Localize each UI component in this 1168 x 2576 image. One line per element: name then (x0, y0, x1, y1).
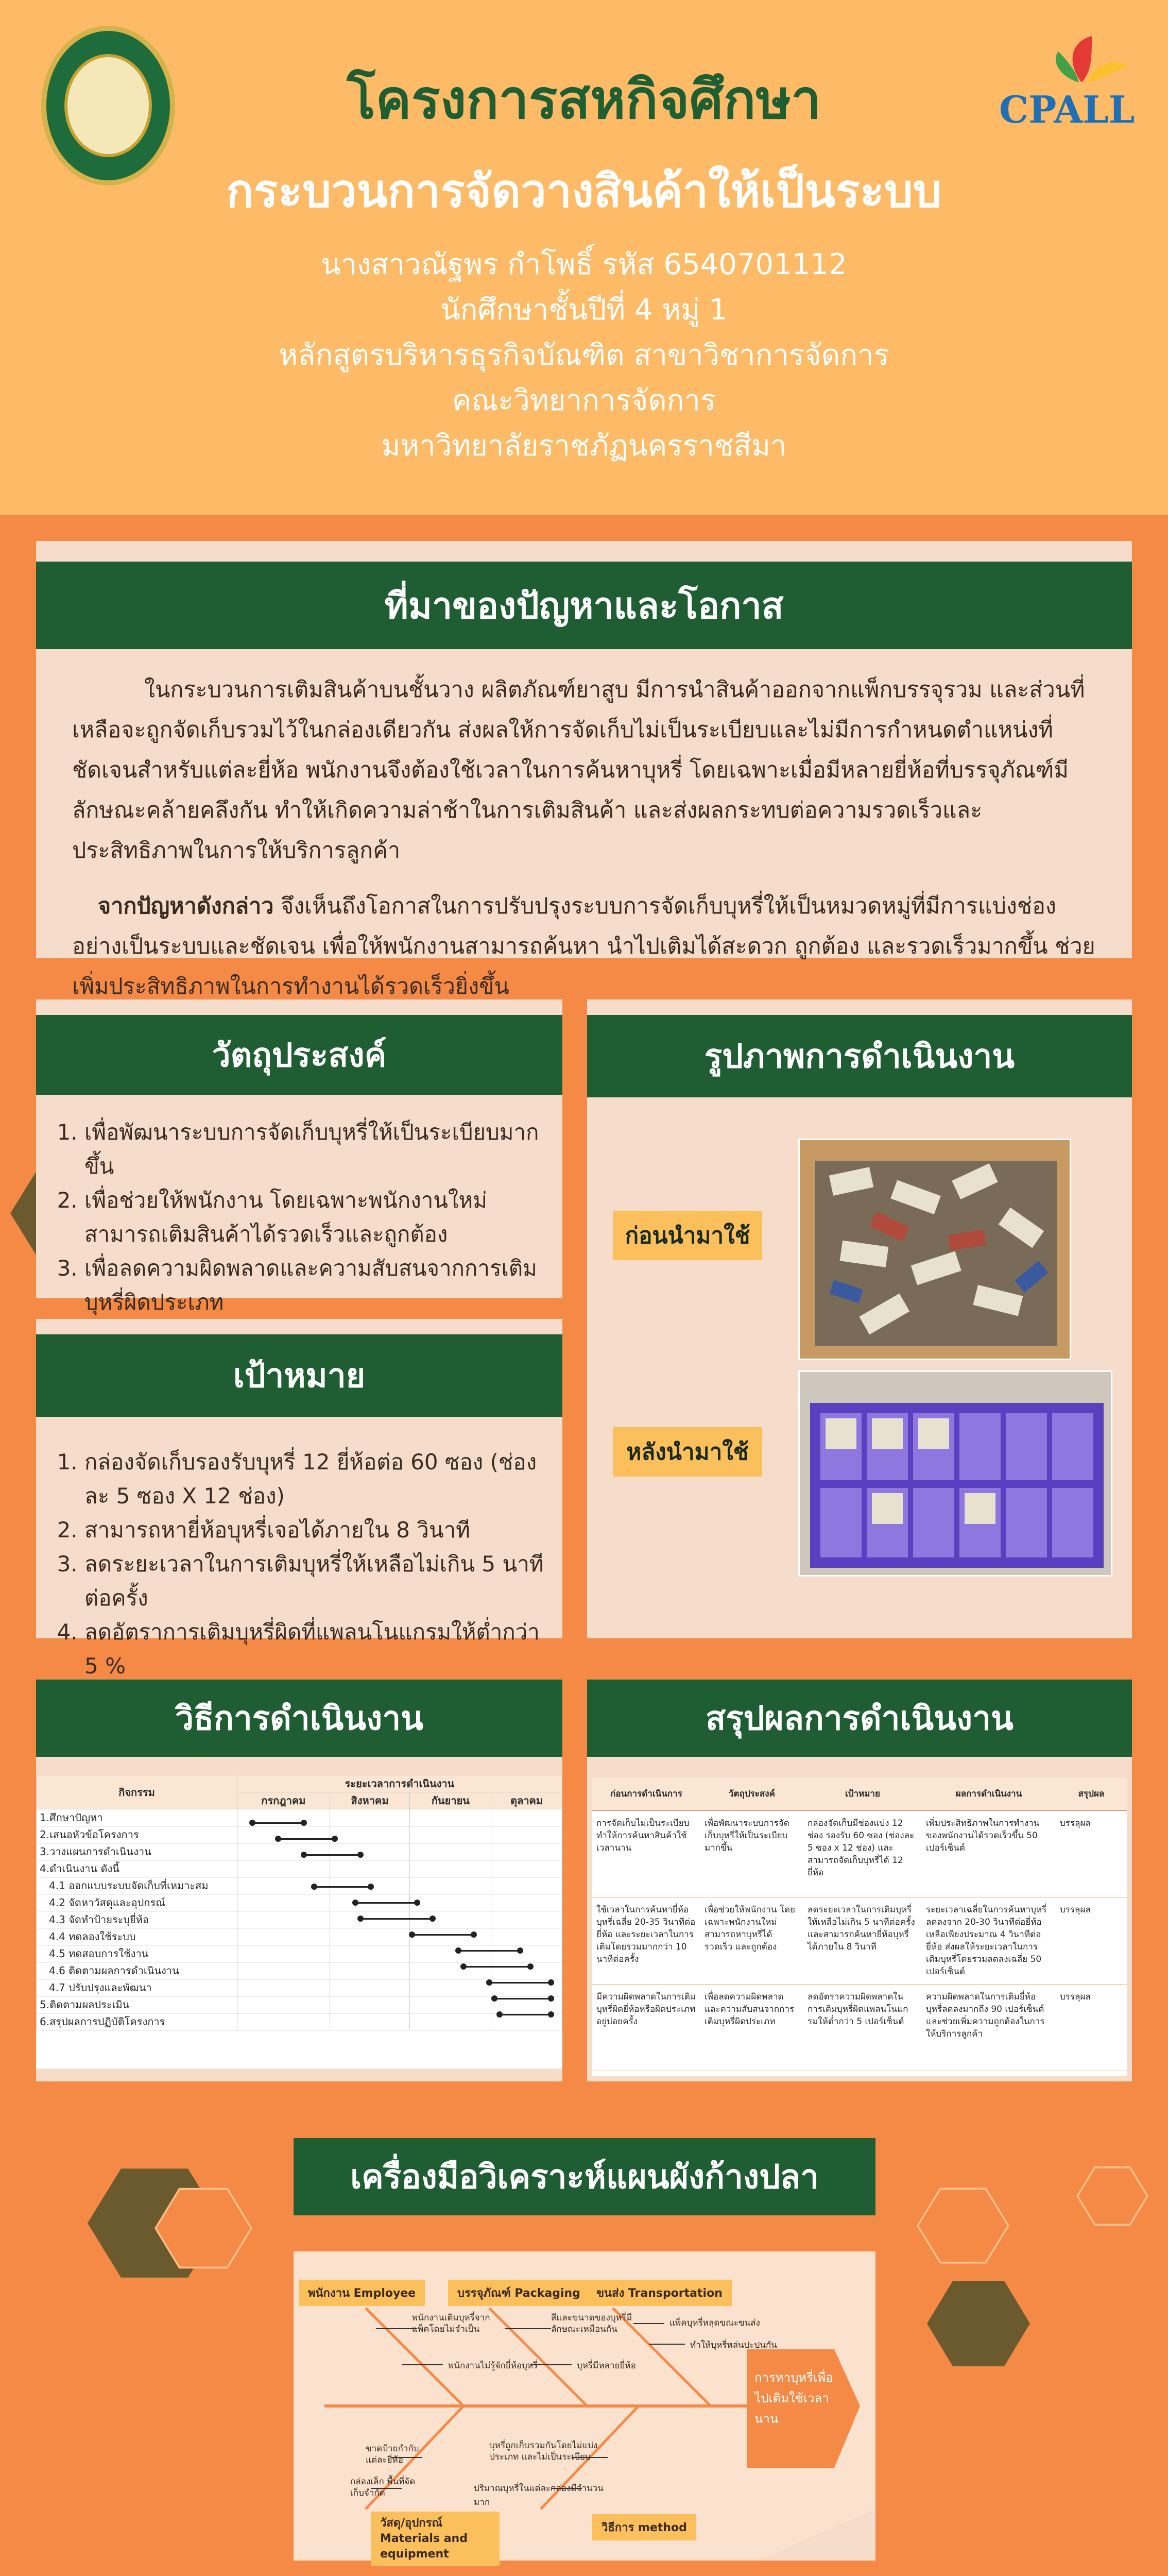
gantt-bar (278, 1838, 335, 1840)
summary-table-wrap (592, 1777, 1127, 2076)
list-item: 3. ลดระยะเวลาในการเติมบุหรี่ให้เหลือไม่เกิน 5 นาทีต่อครั้ง (84, 1547, 551, 1615)
targets-heading: เป้าหมาย (36, 1334, 562, 1417)
cause-label: แพ็คบุหรี่หลุดขณะขนส่ง (669, 2318, 760, 2328)
summary-cell: เพื่อพัฒนาระบบการจัดเก็บบุหรี่ให้เป็นระเบียบมากขึ้น (700, 1810, 803, 1897)
gantt-bar (314, 1886, 371, 1888)
summary-cell: เพื่อลดความผิดพลาดและความสับสนจากการเติมบุหรี่ผิดประเภท (700, 1984, 803, 2071)
gantt-chart (36, 1775, 562, 2069)
poster-subtitle: กระบวนการจัดวางสินค้าให้เป็นระบบ (226, 164, 942, 217)
list-item: 2. สามารถหายี่ห้อบุหรี่เจอได้ภายใน 8 วินาที (84, 1513, 551, 1547)
list-item: 1. กล่องจัดเก็บรองรับบุหรี่ 12 ยี่ห้อต่อ 60 ซอง (ช่องละ 5 ซอง X 12 ช่อง) (84, 1445, 551, 1513)
gantt-row-label: 4.4 ทดลองใช้ระบบ (37, 1928, 237, 1945)
summary-cell: บรรลุผล (1056, 1810, 1127, 1897)
hexagon-decor (927, 2277, 1030, 2370)
summary-cell: ระยะเวลาเฉลี่ยในการค้นหาบุหรี่ลดลงจาก 20-30 วินาทีต่อยี่ห้อ เหลือเพียงประมาณ 4 วินาทีต่อยี่ห้อ ส่งผลให้ระยะเวลาในการเติมบุหรี่โดยรวมลดลงเฉลี่ย 50 เปอร์เซ็นต์ (922, 1897, 1056, 1984)
before-label: ก่อนนำมาใช้ (613, 1211, 762, 1260)
gantt-row-label: 5.ติดตามผลประเมิน (37, 1996, 237, 2013)
gantt-row-label: 4.ดำเนินงาน ดังนี้ (37, 1860, 237, 1877)
background-lead: จากปัญหาดังกล่าว (98, 893, 274, 919)
images-heading: รูปภาพการดำเนินงาน (587, 1015, 1132, 1097)
after-label: หลังนำมาใช้ (613, 1427, 762, 1477)
summary-table (592, 1777, 1127, 2071)
gantt-bar (304, 1854, 360, 1856)
background-heading: ที่มาของปัญหาและโอกาส (36, 562, 1132, 649)
summary-cell: ความผิดพลาดในการเติมยี่ห้อบุหรี่ลดลงมากถึง 90 เปอร์เซ็นต์ และช่วยเพิ่มความถูกต้องในการให้บริการลูกค้า (922, 1984, 1056, 2071)
info-line: คณะวิทยาการจัดการ (452, 384, 716, 417)
fishbone-cat-employee: พนักงาน Employee (299, 2280, 425, 2306)
after-photo (798, 1370, 1112, 1577)
summary-cell: ลดอัตราความผิดพลาดในการเติมบุหรี่ผิดแพลนโนแกรมให้ต่ำกว่า 5 เปอร์เซ็นต์ (803, 1984, 922, 2071)
gantt-col-activity: กิจกรรม (37, 1775, 237, 1809)
gantt-table (36, 1775, 562, 2030)
cause-label: ทำให้บุหรี่หล่นปะปนกัน (690, 2340, 777, 2350)
info-line: นักศึกษาชั้นปีที่ 4 หมู่ 1 (440, 293, 728, 327)
objectives-heading: วัตถุประสงค์ (36, 1015, 562, 1095)
gantt-row-label: 4.2 จัดหาวัสดุและอุปกรณ์ (37, 1894, 237, 1911)
fishbone-cat-materials: วัสดุ/อุปกรณ์ Materials and equipment (371, 2512, 500, 2566)
gantt-bar (489, 1982, 551, 1984)
summary-col: ผลการดำเนินงาน (922, 1777, 1056, 1810)
cause-label: สีและขนาดของบุหรี่มีลักษณะเหมือนกัน (551, 2313, 632, 2334)
summary-cell: เพื่อช่วยให้พนักงาน โดยเฉพาะพนักงานใหม่สามารถหาบุหรี่ได้รวดเร็ว และถูกต้อง (700, 1897, 803, 1984)
list-item: 1. เพื่อพัฒนาระบบการจัดเก็บบุหรี่ให้เป็นระเบียบมากขึ้น (84, 1115, 551, 1183)
gantt-bar (458, 1950, 520, 1952)
poster-header (0, 0, 1168, 515)
cause-label: กล่องเล็ก พื้นที่จัดเก็บจำกัด (350, 2477, 416, 2498)
gantt-bar (412, 1934, 474, 1936)
summary-cell: ใช้เวลาในการค้นหายี่ห้อบุหรี่เฉลี่ย 20-35 วินาทีต่อยี่ห้อ และระยะเวลาในการเติมโดยรวมมากกว่า 10 นาทีต่อครั้ง (592, 1897, 700, 1984)
gantt-bar (494, 1998, 551, 1999)
summary-cell: บรรลุผล (1056, 1897, 1127, 1984)
hexagon-outline-decor (1076, 2164, 1148, 2228)
gantt-bar (500, 2014, 551, 2015)
info-line: นางสาวณัฐพร กำโพธิ์ รหัส 6540701112 (321, 248, 847, 281)
gantt-month: กันยายน (410, 1792, 491, 1809)
table-row (592, 1984, 1127, 2071)
background-paragraph-2-body: จึงเห็นถึงโอกาสในการปรับปรุงระบบการจัดเก็บบุหรี่ให้เป็นหมวดหมู่ที่มีการแบ่งช่องอย่างเป็นระบบและชัดเจน เพื่อให้พนักงานสามารถค้นหา นำไปเติมได้สะดวก ถูกต้อง และรวดเร็วมากขึ้น ช่วยเพิ่มประสิทธิภาพในการทำงานได้รวดเร็วยิ่งขึ้น (72, 893, 1095, 999)
methods-heading: วิธีการดำเนินงาน (36, 1680, 562, 1757)
targets-list (41, 1445, 551, 1683)
gantt-row-label: 4.3 จัดทำป้ายระบุยี่ห้อ (37, 1911, 237, 1928)
gantt-bar (360, 1918, 433, 1920)
gantt-month: ตุลาคม (491, 1792, 562, 1809)
hexagon-outline-decor (917, 2184, 1009, 2267)
summary-cell: มีความผิดพลาดในการเติมบุหรี่ผิดยี่ห้อหรือผิดประเภทอยู่บ่อยครั้ง (592, 1984, 700, 2071)
cause-label: พนักงานเติมบุหรี่จากแพ็คโดยไม่จำเป็น (412, 2313, 490, 2334)
fishbone-head: การหาบุหรี่เพื่อไปเติมใช้เวลานาน (754, 2370, 833, 2426)
summary-col: วัตถุประสงค์ (700, 1777, 803, 1810)
targets-section (36, 1319, 562, 1679)
table-row (592, 1897, 1127, 1984)
gantt-bar (355, 1902, 417, 1904)
objectives-list (41, 1115, 551, 1319)
cause-label: พนักงานไม่รู้จักยี่ห้อบุหรี่ (448, 2361, 538, 2371)
summary-col: ก่อนการดำเนินการ (592, 1777, 700, 1810)
cause-label: บุหรี่ถูกเก็บรวมกันโดยไม่แบ่งประเภท และไม่เป็นระเบียบ (489, 2441, 598, 2462)
poster-title: โครงการสหกิจศึกษา (347, 68, 821, 131)
gantt-col-period: ระยะเวลาการดำเนินงาน (237, 1775, 562, 1792)
organized-tray-image (800, 1372, 1112, 1577)
gantt-row-label: 4.5 ทดสอบการใช้งาน (37, 1945, 237, 1962)
fishbone-cat-method: วิธีการ method (592, 2514, 696, 2540)
info-line: มหาวิทยาลัยราชภัฏนครราชสีมา (381, 429, 787, 463)
cpall-logo-text: CPALL (999, 88, 1135, 131)
gantt-row-label: 2.เสนอหัวข้อโครงการ (37, 1826, 237, 1843)
fishbone-heading: เครื่องมือวิเคราะห์แผนผังก้างปลา (294, 2138, 875, 2215)
summary-section (587, 1680, 1132, 2081)
list-item: 2. เพื่อช่วยให้พนักงาน โดยเฉพาะพนักงานใหม่ สามารถเติมสินค้าได้รวดเร็วและถูกต้อง (84, 1183, 551, 1251)
gantt-month: กรกฎาคม (237, 1792, 330, 1809)
images-section (587, 999, 1132, 1638)
gantt-month: สิงหาคม (330, 1792, 410, 1809)
gantt-row-label: 4.6 ติดตามผลการดำเนินงาน (37, 1962, 237, 1979)
gantt-row-label: 4.1 ออกแบบระบบจัดเก็บที่เหมาะสม (37, 1877, 237, 1894)
fishbone-diagram (294, 2251, 875, 2561)
background-paragraph-1: ในกระบวนการเติมสินค้าบนชั้นวาง ผลิตภัณฑ์ยาสูบ มีการนำสินค้าออกจากแพ็กบรรจุรวม และส่วนที่เหลือจะถูกจัดเก็บรวมไว้ในกล่องเดียวกัน ส่งผลให้การจัดเก็บไม่เป็นระเบียบและไม่มีการกำหนดตำแหน่งที่ชัดเจนสำหรับแต่ละยี่ห้อ พนักงานจึงต้องใช้เวลาในการค้นหาบุหรี่ โดยเฉพาะเมื่อมีหลายยี่ห้อที่บรรจุภัณฑ์มีลักษณะคล้ายคลึงกัน ทำให้เกิดความล่าช้าในการเติมสินค้า และส่งผลกระทบต่อความรวดเร็วและประสิทธิภาพในการให้บริการลูกค้า (72, 677, 1085, 863)
summary-cell: บรรลุผล (1056, 1984, 1127, 2071)
methods-section (36, 1680, 562, 2081)
gantt-bar (463, 1966, 530, 1968)
author-info (0, 242, 1168, 469)
gantt-row-label: 4.7 ปรับปรุงและพัฒนา (37, 1979, 237, 1996)
cause-label: ขาดป้ายกำกับแต่ละยี่ห้อ (366, 2444, 419, 2465)
before-photo (798, 1139, 1071, 1360)
background-section (36, 541, 1132, 999)
background-paragraph-2 (72, 886, 1097, 1007)
fishbone-cat-packaging: บรรจุภัณฑ์ Packaging (448, 2280, 590, 2306)
background-text (72, 670, 1097, 1007)
list-item: 4. ลดอัตราการเติมบุหรี่ผิดที่แพลนโนแกรมให้ต่ำกว่า 5 % (84, 1615, 551, 1683)
fishbone-cat-transport: ขนส่ง Transportation (587, 2280, 732, 2306)
summary-cell: การจัดเก็บไม่เป็นระเบียบทำให้การค้นหาสินค้าใช้เวลานาน (592, 1810, 700, 1897)
gantt-row-label: 3.วางแผนการดำเนินงาน (37, 1843, 237, 1860)
summary-cell: กล่องจัดเก็บมีช่องแบ่ง 12 ช่อง รองรับ 60 ซอง (ช่องละ 5 ซอง x 12 ช่อง) และสามารถจัดเก็บบุหรี่ได้ 12 ยี่ห้อ (803, 1810, 922, 1897)
messy-box-image (800, 1140, 1071, 1360)
summary-col: สรุปผล (1056, 1777, 1127, 1810)
summary-col: เป้าหมาย (803, 1777, 922, 1810)
summary-cell: ลดระยะเวลาในการเติมบุหรี่ให้เหลือไม่เกิน 5 นาทีต่อครั้ง และสามารถค้นหายี่ห้อบุหรี่ได้ภายใน 8 วินาที (803, 1897, 922, 1984)
summary-cell: เพิ่มประสิทธิภาพในการทำงานของพนักงานได้รวดเร็วขึ้น 50 เปอร์เซ็นต์ (922, 1810, 1056, 1897)
cause-label: บุหรี่มีหลายยี่ห้อ (577, 2361, 636, 2371)
summary-heading: สรุปผลการดำเนินงาน (587, 1680, 1132, 1757)
info-line: หลักสูตรบริหารธุรกิจบัณฑิต สาขาวิชาการจัดการ (279, 338, 889, 372)
list-item: 3. เพื่อลดความผิดพลาดและความสับสนจากการเติมบุหรี่ผิดประเภท (84, 1251, 551, 1319)
gantt-row-label: 6.สรุปผลการปฏิบัติโครงการ (37, 2013, 237, 2030)
objectives-section (36, 999, 562, 1315)
table-row (592, 1810, 1127, 1897)
gantt-bar (252, 1822, 304, 1824)
cause-label: ปริมาณบุหรี่ในแต่ละกล่องมีจำนวนมาก (474, 2483, 604, 2507)
gantt-row-label: 1.ศึกษาปัญหา (37, 1809, 237, 1826)
